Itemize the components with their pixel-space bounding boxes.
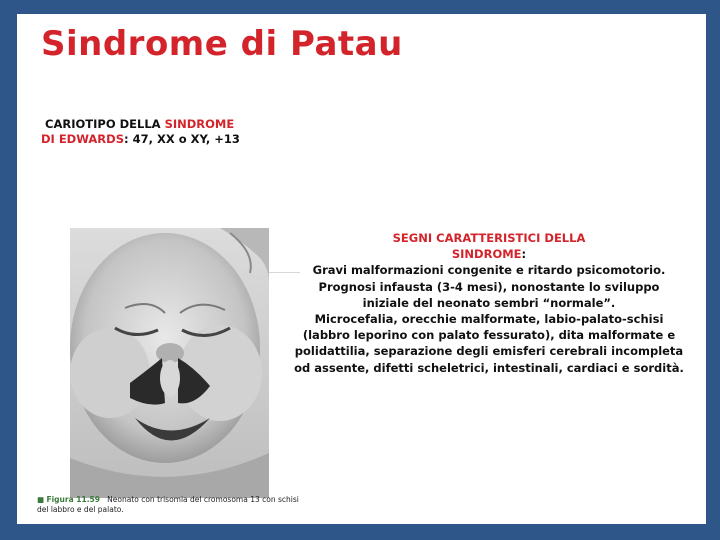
newborn-photo: [70, 228, 269, 498]
caption-figure-number: Figura 11.59: [46, 495, 100, 504]
characteristics-colon: :: [521, 247, 527, 262]
characteristics-heading-2: SINDROME: [451, 247, 522, 262]
figure-caption: [37, 495, 337, 515]
karyotype-prefix: CARIOTIPO DELLA: [45, 117, 165, 131]
karyotype-value: : 47, XX o XY, +13: [123, 132, 240, 146]
characteristics-heading-1: SEGNI CARATTERISTICI DELLA: [392, 231, 586, 245]
characteristics-line: iniziale del neonato sembri “normale”.: [362, 295, 616, 310]
karyotype-line-1: [41, 117, 240, 132]
slide-title: Sindrome di Patau: [41, 24, 403, 64]
newborn-photo-illustration: [70, 228, 269, 498]
slide: [17, 14, 706, 524]
characteristics-text: [287, 230, 691, 376]
caption-text-2: del labbro e del palato.: [37, 505, 124, 514]
karyotype-red-1: SINDROME: [164, 117, 235, 131]
karyotype-red-2: DI EDWARDS: [41, 132, 124, 146]
characteristics-line: polidattilia, separazione degli emisferi cerebrali incompleta: [294, 344, 684, 359]
characteristics-line: od assente, difetti scheletrici, intestinali, cardiaci e sordità.: [294, 360, 684, 375]
characteristics-line: Gravi malformazioni congenite e ritardo psicomotorio.: [312, 263, 666, 278]
characteristics-line: (labbro leporino con palato fessurato), dita malformate e: [302, 328, 676, 343]
caption-text-1: Neonato con trisomia del cromosoma 13 con schisi: [107, 495, 299, 504]
karyotype-line-2: [41, 132, 240, 147]
caption-arrow-icon: ■: [37, 495, 45, 504]
characteristics-line: Prognosi infausta (3-4 mesi), nonostante lo sviluppo: [318, 279, 660, 294]
characteristics-line: Microcefalia, orecchie malformate, labio-palato-schisi: [314, 312, 664, 327]
characteristics-heading-2-row: [287, 246, 691, 262]
karyotype-text: [41, 117, 240, 147]
